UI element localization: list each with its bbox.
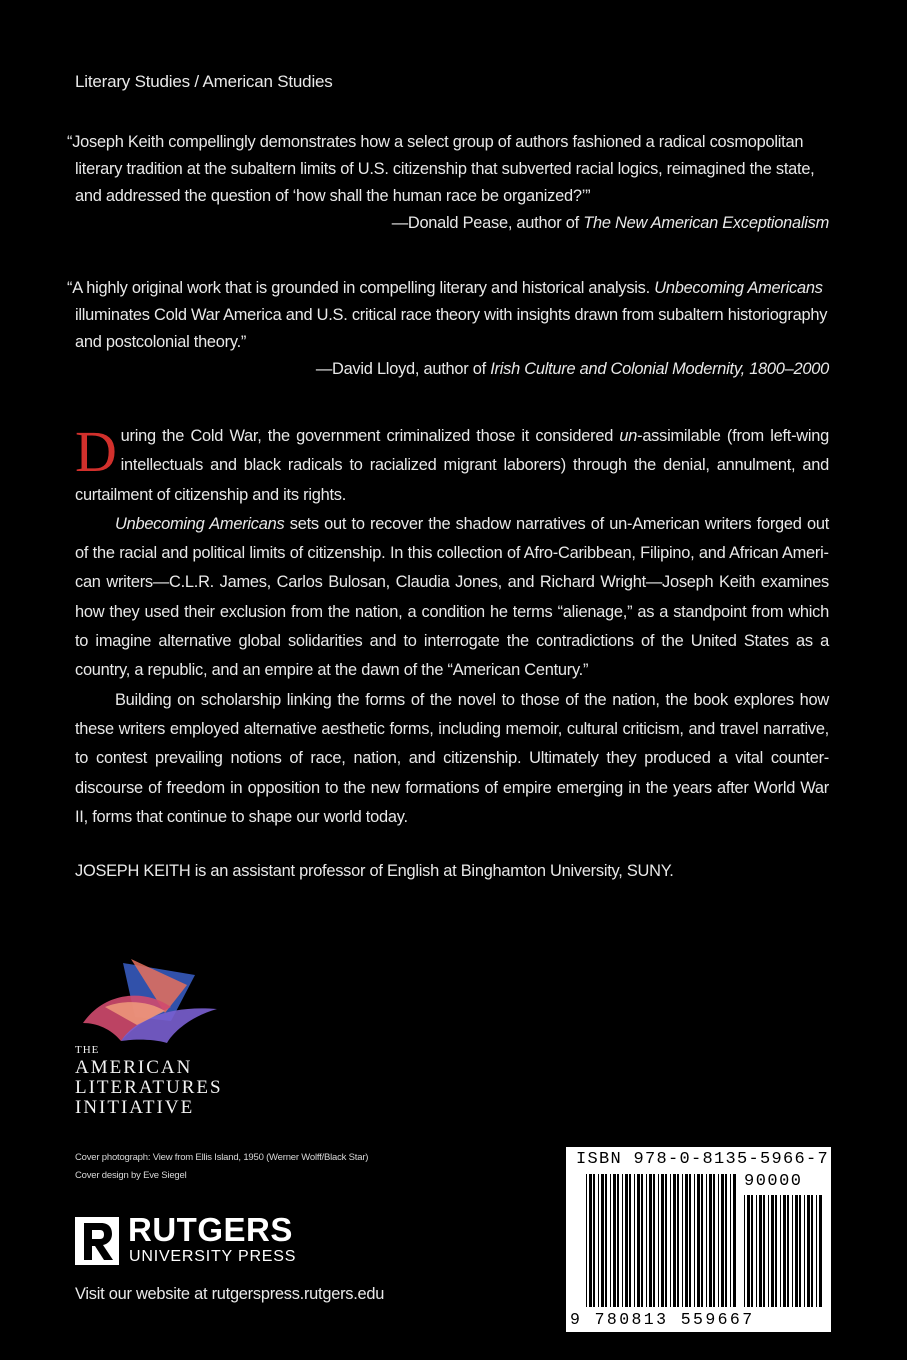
barcode-bar xyxy=(799,1195,801,1307)
barcode-bar xyxy=(706,1174,707,1307)
isbn-number: ISBN 978-0-8135-5966-7 xyxy=(576,1150,830,1169)
barcode-bar xyxy=(783,1195,786,1307)
barcode-bar xyxy=(744,1195,745,1307)
barcode-bar xyxy=(653,1174,655,1307)
barcode-bar xyxy=(593,1174,595,1307)
barcode-bar xyxy=(751,1195,753,1307)
barcode-bar xyxy=(795,1195,798,1307)
barcode-bar xyxy=(701,1174,703,1307)
barcode-bar xyxy=(589,1174,592,1307)
barcode-bar xyxy=(747,1195,750,1307)
barcode-bar xyxy=(598,1174,599,1307)
barcode-bar xyxy=(816,1195,817,1307)
rutgers-r-icon xyxy=(75,1217,119,1265)
barcode-bar xyxy=(610,1174,611,1307)
website-text: Visit our website at rutgerspress.rutgers.edu xyxy=(75,1285,385,1303)
price-code: 90000 xyxy=(744,1172,803,1191)
barcode-bar xyxy=(804,1195,805,1307)
barcode-bar xyxy=(613,1174,616,1307)
description-paragraph-2 xyxy=(75,510,829,686)
barcode-bar xyxy=(725,1174,727,1307)
book-description xyxy=(75,419,830,832)
barcode-bar xyxy=(617,1174,619,1307)
p1-text-a: uring the Cold War, the government criminalized those it considered xyxy=(120,427,620,445)
barcode-bar xyxy=(637,1174,640,1307)
isbn-barcode xyxy=(566,1147,831,1332)
barcode-bar xyxy=(713,1174,715,1307)
barcode-bar xyxy=(677,1174,679,1307)
p2-text: sets out to recover the shadow narratives of un-American writers forged out of the racial and political limits of citizenship. In this collection of Afro-Caribbean, Filipino, and African American writers—C.L.R. James, Carlos Bulosan, Claudia Jones, and Richard Wright—Joseph Keith examines how they used their exclusion from the nation, a condition he terms “alienage,” as a standpoint from which to imagine alternative global solidarities and to interrogate the contradictions of the United States as a country, a republic, and an empire at the dawn of the “American Century.” xyxy=(75,514,830,680)
barcode-bar xyxy=(622,1174,623,1307)
design-credit: Cover design by Eve Siegel xyxy=(75,1170,187,1181)
barcode-bar xyxy=(605,1174,607,1307)
barcode-bar xyxy=(771,1195,774,1307)
barcode-bar xyxy=(763,1195,765,1307)
barcode-bar xyxy=(756,1195,757,1307)
barcode-bar xyxy=(733,1174,736,1307)
blurb-quote xyxy=(67,275,829,356)
barcode-bar xyxy=(697,1174,700,1307)
barcode-bar xyxy=(694,1174,695,1307)
blurb-pease xyxy=(67,129,829,237)
description-paragraph-1 xyxy=(75,419,829,510)
series-line-2: AMERICAN xyxy=(75,1057,193,1078)
barcode-bar xyxy=(787,1195,789,1307)
blurb-quote: “Joseph Keith compellingly demonstrates how a select group of authors fashioned a radical cosmopolitan literary tradition at the subaltern limits of U.S. citizenship that subverted racial logics, reimagined the state, and addressed the question of ‘how shall the human race be organized?’” xyxy=(67,133,815,205)
quote-start: “A highly original work that is grounded in compelling literary and historical analysis. xyxy=(67,279,655,297)
author-bio: JOSEPH KEITH is an assistant professor of English at Binghamton University, SUNY. xyxy=(75,862,674,880)
publisher-name: RUTGERS xyxy=(128,1211,293,1248)
barcode-bar xyxy=(730,1174,731,1307)
series-line-1: THE xyxy=(75,1044,100,1056)
barcode-bar xyxy=(673,1174,676,1307)
barcode-bar xyxy=(670,1174,671,1307)
barcode-bar xyxy=(634,1174,635,1307)
ean-number: 9 780813 559667 xyxy=(570,1310,755,1329)
barcode-bar xyxy=(625,1174,628,1307)
barcode-bar xyxy=(709,1174,712,1307)
barcode-bar xyxy=(658,1174,659,1307)
barcode-bar xyxy=(819,1195,822,1307)
p1-emphasis: un xyxy=(619,427,638,445)
barcode-bar xyxy=(685,1174,688,1307)
p1-text-b: -assimilable (from left-wing intellectuals and black radicals to racialized migrant laborers) through the denial, annulment, and curtailment of citizenship and its rights. xyxy=(75,427,829,504)
blurb-lloyd xyxy=(67,275,829,383)
barcode-bar xyxy=(586,1174,587,1307)
barcode-bar xyxy=(768,1195,769,1307)
series-line-4: INITIATIVE xyxy=(75,1097,195,1118)
publisher-subtitle: UNIVERSITY PRESS xyxy=(129,1248,297,1265)
barcode-bar xyxy=(682,1174,683,1307)
quote-end: illuminates Cold War America and U.S. critical race theory with insights drawn from subaltern historiography and postcolonial theory.” xyxy=(75,306,828,351)
photo-credit: Cover photograph: View from Ellis Island, 1950 (Werner Wolff/Black Star) xyxy=(75,1152,369,1163)
p2-book-title: Unbecoming Americans xyxy=(115,514,285,533)
quote-book-title: Unbecoming Americans xyxy=(654,279,823,297)
attribution-prefix: —Donald Pease, author of xyxy=(391,214,584,232)
drop-cap: D xyxy=(75,419,117,484)
american-literatures-initiative-logo xyxy=(75,955,225,1045)
attribution-book-title: The New American Exceptionalism xyxy=(583,214,829,232)
attribution-prefix: —David Lloyd, author of xyxy=(315,360,491,378)
barcode-bar xyxy=(775,1195,777,1307)
barcode-bar xyxy=(649,1174,652,1307)
barcode-bar xyxy=(780,1195,781,1307)
barcode-bar xyxy=(601,1174,604,1307)
blurb-attribution xyxy=(75,356,829,383)
barcode-bar xyxy=(646,1174,647,1307)
barcode-bar xyxy=(792,1195,793,1307)
barcode-bar xyxy=(665,1174,667,1307)
barcode-bar xyxy=(718,1174,719,1307)
series-line-3: LITERATURES xyxy=(75,1077,223,1098)
blurb-attribution xyxy=(75,210,829,237)
description-paragraph-3: Building on scholarship linking the forms of the novel to those of the nation, the book explores how these writers employed alternative aesthetic forms, including memoir, cultural criticism, and travel narrative, to contest prevailing notions of race, nation, and citizenship. Ultimately they produced a vital counter-discourse of freedom in opposition to the new formations of empire emerging in the years after World War II, forms that continue to shape our world today. xyxy=(75,690,829,826)
barcode-bar xyxy=(689,1174,691,1307)
attribution-book-title: Irish Culture and Colonial Modernity, 1800–2000 xyxy=(490,360,829,378)
cover-credits xyxy=(75,1149,368,1185)
barcode-bar xyxy=(641,1174,643,1307)
barcode-bar xyxy=(759,1195,762,1307)
barcode-bar xyxy=(721,1174,724,1307)
barcode-bar xyxy=(807,1195,810,1307)
category-label: Literary Studies / American Studies xyxy=(75,72,333,91)
series-wordmark xyxy=(75,1045,223,1118)
barcode-bar xyxy=(661,1174,664,1307)
barcode-bar xyxy=(811,1195,813,1307)
barcode-bar xyxy=(629,1174,631,1307)
